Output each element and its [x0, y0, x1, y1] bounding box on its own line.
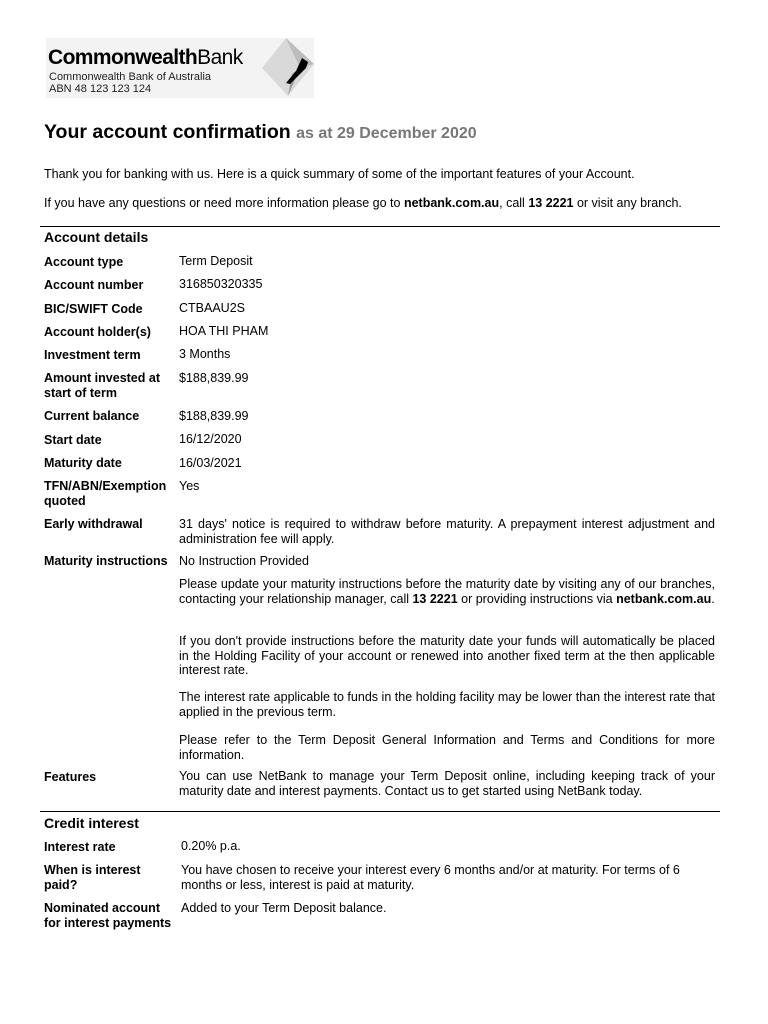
bic-value: CTBAAU2S	[179, 301, 245, 315]
early-withdrawal-label: Early withdrawal	[44, 517, 143, 531]
credit-interest-heading: Credit interest	[44, 815, 139, 831]
account-type-label: Account type	[44, 255, 124, 269]
maturity-date-label: Maturity date	[44, 456, 122, 470]
features-value: You can use NetBank to manage your Term Deposit online, including keeping track of your maturity date and interest payments. Contact us to get started using NetBank today.	[179, 769, 715, 798]
section-divider	[40, 811, 720, 812]
tfn-label: TFN/ABN/Exemption quoted	[44, 479, 167, 508]
brand-bold: Commonwealth	[48, 46, 198, 69]
start-date-value: 16/12/2020	[179, 432, 242, 446]
netbank-link[interactable]: netbank.com.au	[403, 196, 500, 210]
intro-text: If you have any questions or need more information please go to	[44, 196, 404, 210]
bic-label: BIC/SWIFT Code	[44, 302, 143, 316]
instructions-paragraph-2: If you don't provide instructions before the maturity date your funds will automatically be placed in the Holding Facility of your account or renewed into another fixed term at the then applicable interest rate.	[179, 634, 715, 677]
start-date-label: Start date	[44, 433, 102, 447]
bank-logo	[46, 38, 314, 98]
features-label: Features	[44, 770, 97, 784]
when-interest-paid-label: When is interest paid?	[44, 863, 141, 892]
instructions-text: .	[711, 591, 715, 606]
intro-paragraph-1: Thank you for banking with us. Here is a quick summary of some of the important features of your Account.	[44, 167, 635, 181]
instructions-text: Please update your maturity instructions before the maturity date by visiting any of our branches, contacting your relationship manager, call	[179, 577, 715, 606]
account-type-value: Term Deposit	[179, 254, 253, 268]
interest-rate-value: 0.20% p.a.	[181, 839, 241, 853]
current-balance-label: Current balance	[44, 409, 140, 423]
nominated-account-label: Nominated account for interest payments	[44, 901, 172, 930]
maturity-instructions-value: No Instruction Provided	[179, 554, 309, 568]
instructions-text: or providing instructions via	[457, 591, 617, 606]
intro-text: , call	[499, 196, 529, 210]
account-holder-label: Account holder(s)	[44, 325, 151, 339]
account-number-value: 316850320335	[179, 277, 263, 291]
company-abn: ABN 48 123 123 124	[49, 83, 152, 95]
account-details-heading: Account details	[44, 229, 149, 245]
amount-invested-value: $188,839.99	[179, 371, 249, 385]
maturity-date-value: 16/03/2021	[179, 456, 242, 470]
when-interest-paid-value: You have chosen to receive your interest every 6 months and/or at maturity. For terms of 6 months or less, interest is paid at maturity.	[181, 863, 680, 892]
title-as-at: as at 29 December 2020	[296, 125, 477, 142]
investment-term-value: 3 Months	[179, 347, 231, 361]
instructions-paragraph-3: The interest rate applicable to funds in the holding facility may be lower than the interest rate that applied in the previous term.	[179, 690, 715, 719]
interest-rate-label: Interest rate	[44, 840, 116, 854]
amount-invested-label: Amount invested at start of term	[44, 371, 160, 400]
current-balance-value: $188,839.99	[179, 409, 249, 423]
page-title	[44, 121, 477, 144]
section-divider	[40, 226, 720, 227]
phone-number[interactable]: 13 2221	[528, 196, 574, 210]
account-number-label: Account number	[44, 278, 144, 292]
tfn-value: Yes	[179, 479, 200, 493]
brand-wordmark	[48, 46, 243, 70]
intro-paragraph-2	[44, 196, 682, 210]
netbank-link[interactable]: netbank.com.au	[616, 591, 712, 606]
phone-number[interactable]: 13 2221	[412, 591, 458, 606]
maturity-instructions-label: Maturity instructions	[44, 554, 168, 568]
early-withdrawal-value: 31 days' notice is required to withdraw before maturity. A prepayment interest adjustment and administration fee will apply.	[179, 517, 715, 546]
company-name: Commonwealth Bank of Australia	[49, 71, 212, 83]
intro-text: or visit any branch.	[573, 196, 682, 210]
instructions-paragraph-1	[179, 577, 715, 606]
title-main: Your account confirmation	[44, 121, 291, 143]
instructions-paragraph-4: Please refer to the Term Deposit General Information and Terms and Conditions for more information.	[179, 733, 715, 762]
nominated-account-value: Added to your Term Deposit balance.	[181, 901, 387, 915]
investment-term-label: Investment term	[44, 348, 141, 362]
account-holder-value: HOA THI PHAM	[179, 324, 269, 338]
cba-diamond-icon	[262, 38, 314, 96]
brand-light: Bank	[197, 46, 243, 69]
